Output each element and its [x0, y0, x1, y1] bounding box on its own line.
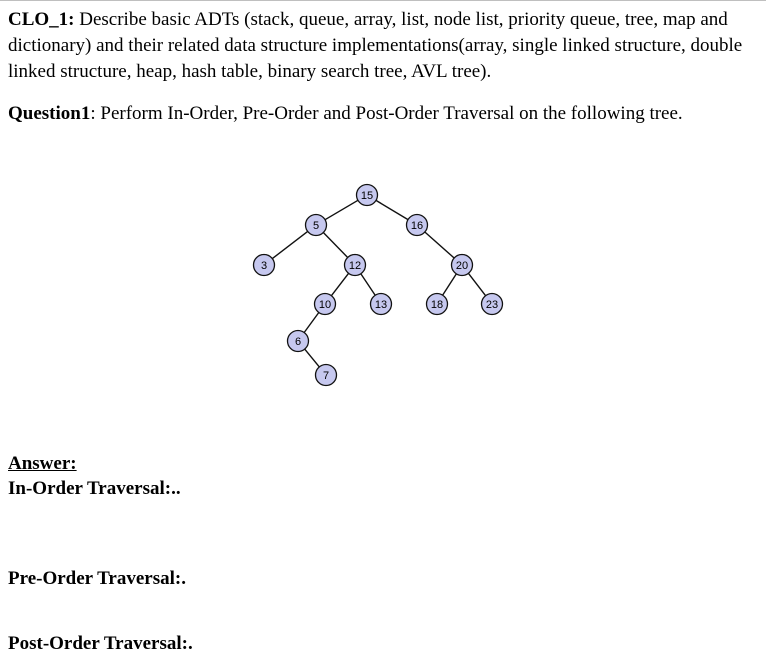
- tree-edge-12-13: [361, 274, 375, 296]
- tree-node-7: [316, 365, 337, 386]
- tree-node-label: 6: [294, 336, 302, 348]
- answer-heading: Answer:: [8, 453, 77, 474]
- post-order-traversal-label: [8, 633, 193, 655]
- tree-node-3: [254, 255, 275, 276]
- tree-edge-16-20: [425, 232, 454, 258]
- question-text: : Perform In-Order, Pre-Order and Post-Order Traversal on the following tree.: [90, 103, 683, 124]
- in-order-label: In-Order: [8, 478, 83, 499]
- tree-node-label: 3: [260, 260, 268, 272]
- tree-edge-15-16: [376, 200, 408, 219]
- tree-edge-5-3: [272, 231, 307, 258]
- pre-order-label: Pre-Order: [8, 568, 93, 589]
- tree-node-label: 5: [312, 220, 320, 232]
- tree-node-label: 16: [410, 220, 424, 232]
- post-order-text: Traversal:.: [99, 633, 193, 654]
- question-label: Question1: [8, 103, 91, 124]
- tree-node-23: [482, 294, 503, 315]
- tree-edge-10-6: [304, 312, 319, 332]
- tree-edge-15-5: [325, 200, 358, 219]
- tree-node-label: 13: [374, 299, 388, 311]
- pre-order-text: Traversal:.: [92, 568, 186, 589]
- tree-edge-5-12: [323, 233, 347, 258]
- tree-edge-6-7: [305, 349, 320, 367]
- tree-nodes: [254, 185, 503, 386]
- tree-edge-20-23: [468, 273, 485, 295]
- tree-edge-12-10: [331, 273, 348, 295]
- tree-node-15: [357, 185, 378, 206]
- post-order-label: Post-Order: [8, 633, 100, 654]
- tree-node-6: [288, 331, 309, 352]
- tree-node-20: [452, 255, 473, 276]
- tree-node-16: [407, 215, 428, 236]
- tree-node-10: [315, 294, 336, 315]
- tree-node-5: [306, 215, 327, 236]
- tree-node-label: 23: [485, 299, 499, 311]
- in-order-text: Traversal:..: [82, 478, 181, 499]
- tree-node-label: 7: [322, 370, 330, 382]
- tree-node-12: [345, 255, 366, 276]
- tree-node-13: [371, 294, 392, 315]
- clo-label: CLO_1:: [8, 9, 75, 30]
- tree-node-label: 18: [430, 299, 444, 311]
- tree-edge-20-18: [443, 274, 457, 295]
- tree-node-18: [427, 294, 448, 315]
- pre-order-traversal-label: [8, 568, 186, 590]
- tree-node-label: 15: [360, 190, 374, 202]
- tree-node-label: 10: [318, 299, 332, 311]
- tree-node-label: 20: [455, 260, 469, 272]
- clo-text: Describe basic ADTs (stack, queue, array, list, node list, priority queue, tree, map and dictionary) and their related data structure implementations(array, single linked structure, double linked structure, heap, hash table, binary search tree, AVL tree).: [8, 9, 743, 82]
- in-order-traversal-label: [8, 478, 181, 500]
- tree-node-label: 12: [348, 260, 362, 272]
